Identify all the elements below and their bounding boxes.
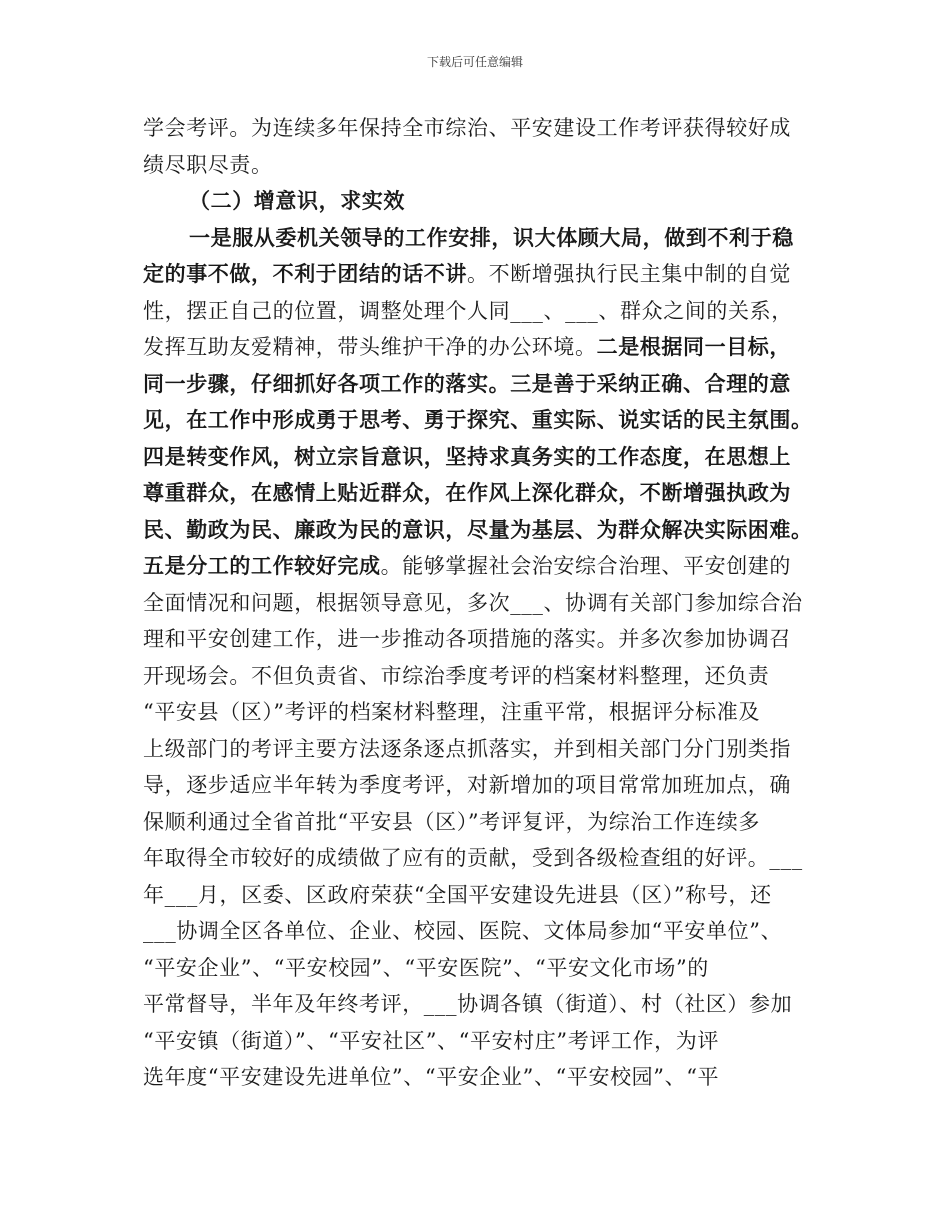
text-line (143, 147, 819, 184)
bold-text-segment: 同一步骤，仔细抓好各项工作的落实。三是善于采纳正确、合理的意 (143, 370, 791, 396)
text-line (143, 475, 819, 512)
text-segment: “平安镇（街道）”、“平安社区”、“平安村庄”考评工作，为评 (143, 1028, 719, 1053)
text-segment: 导，逐步适应半年转为季度考评，对新增加的项目常常加班加点，确 (143, 773, 791, 797)
text-line (143, 767, 819, 804)
text-segment: 上级部门的考评主要方法逐条逐点抓落实，并到相关部门分门别类指 (143, 736, 791, 761)
bold-text-segment: 四是转变作风，树立宗旨意识，坚持求真务实的工作态度，在思想上 (143, 443, 791, 469)
text-line (143, 986, 819, 1023)
text-segment: 开现场会。不但负责省、市综治季度考评的档案材料整理，还负责 (143, 663, 770, 688)
bold-text-segment: 五是分工的工作较好完成 (143, 553, 381, 578)
text-segment: 选年度“平安建设先进单位”、“平安企业”、“平安校园”、“平 (143, 1065, 720, 1089)
text-line (143, 366, 819, 403)
page-header: 下载后可任意编辑 (426, 55, 523, 69)
text-line (143, 439, 819, 476)
text-segment: 。能够掌握社会治安综合治理、平安创建的 (380, 554, 792, 578)
text-segment: 全面情况和问题，根据领导意见，多次___、协调有关部门参加综合治 (143, 590, 803, 615)
text-line (143, 183, 819, 220)
bold-text-segment: 尊重群众，在感情上贴近群众，在作风上深化群众，不断增强执政为 (143, 480, 791, 505)
bold-text-segment: 民、勤政为民、廉政为民的意识，尽量为基层、为群众解决实际困难。 (143, 516, 813, 542)
text-segment: ___协调全区各单位、企业、校园、医院、文体局参加“平安单位”、 (143, 919, 783, 943)
text-line (143, 950, 819, 987)
text-segment: 。不断增强执行民主集中制的自觉 (467, 262, 791, 286)
text-line (143, 256, 819, 293)
text-line (143, 621, 819, 658)
text-line (143, 877, 819, 914)
text-line (143, 1059, 819, 1096)
text-line (143, 110, 819, 147)
text-line (143, 731, 819, 768)
text-segment: “平安企业”、“平安校园”、“平安医院”、“平安文化市场”的 (143, 955, 709, 980)
text-line (143, 1023, 819, 1060)
text-line (143, 512, 819, 549)
text-line (143, 585, 819, 622)
text-segment: 性，摆正自己的位置，调整处理个人同___、___、群众之间的关系， (143, 298, 793, 323)
text-line (143, 694, 819, 731)
document-body (143, 110, 819, 1096)
bold-text-segment: 见，在工作中形成勇于思考、勇于探究、重实际、说实话的民主氛围。 (143, 407, 813, 432)
text-segment: 年___月，区委、区政府荣获“全国平安建设先进县（区）”称号，还 (143, 882, 772, 907)
text-segment: 平常督导，半年及年终考评，___协调各镇（街道）、村（社区）参加 (143, 992, 793, 1016)
text-segment: 绩尽职尽责。 (143, 152, 273, 177)
bold-text-segment: 一是服从委机关领导的工作安排，识大体顾大局，做到不利于稳 (189, 224, 794, 250)
text-segment: 保顺利通过全省首批“平安县（区）”考评复评，为综治工作连续多 (143, 809, 760, 834)
bold-text-segment: 二是根据同一目标， (596, 334, 792, 359)
bold-text-segment: 定的事不做，不利于团结的话不讲 (143, 261, 467, 286)
text-line (143, 804, 819, 841)
text-segment: 理和平安创建工作，进一步推动各项措施的落实。并多次参加协调召 (143, 627, 791, 651)
text-line (143, 548, 819, 585)
bold-text-segment: （二）增意识，求实效 (189, 188, 405, 213)
text-segment: 学会考评。为连续多年保持全市综治、平安建设工作考评获得较好成 (143, 116, 791, 140)
text-line (143, 329, 819, 366)
text-line (143, 658, 819, 695)
text-segment: 年取得全市较好的成绩做了应有的贡献，受到各级检查组的好评。___ (143, 846, 803, 870)
text-segment: “平安县（区）”考评的档案材料整理，注重平常，根据评分标准及 (143, 700, 760, 724)
text-line (143, 913, 819, 950)
text-line (143, 220, 819, 257)
text-line (143, 293, 819, 330)
text-line (143, 402, 819, 439)
text-line (143, 840, 819, 877)
text-segment: 发挥互助友爱精神，带头维护干净的办公环境。 (143, 335, 597, 359)
